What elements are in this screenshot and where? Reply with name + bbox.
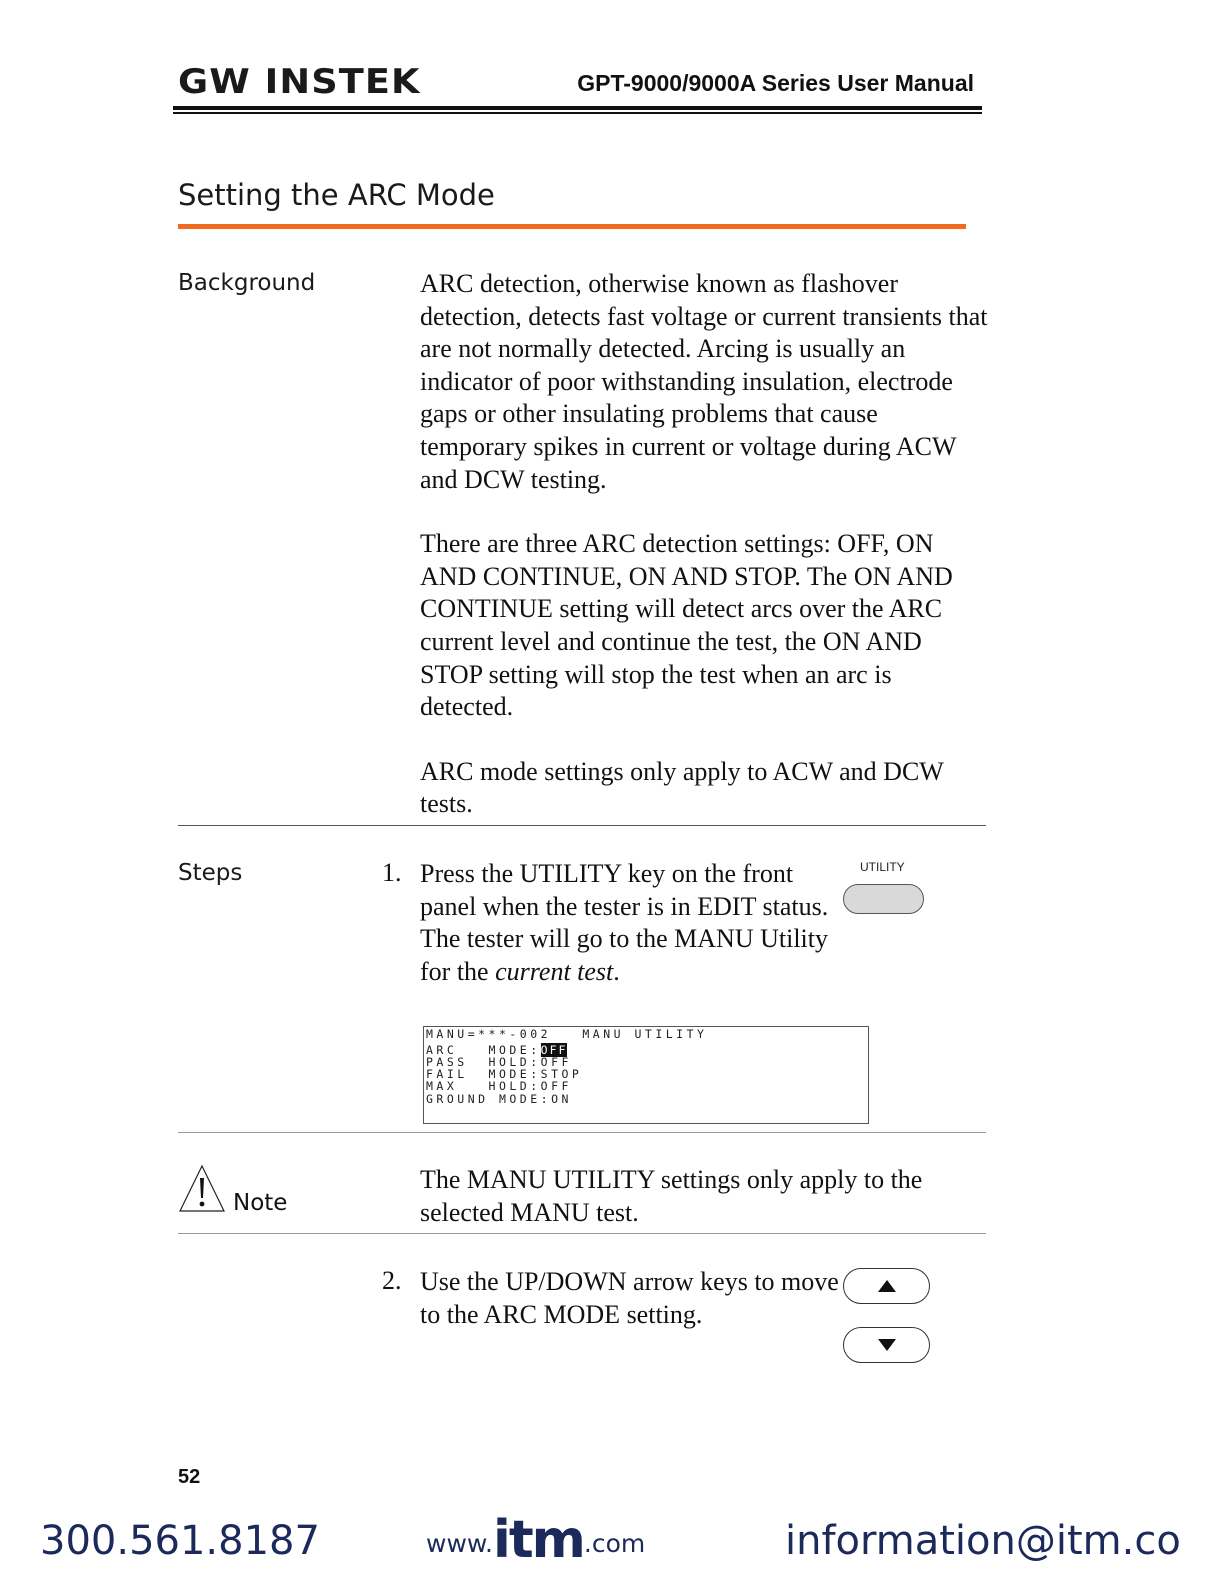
section-title: Setting the ARC Mode xyxy=(178,178,495,212)
lcd-screen xyxy=(423,1026,869,1124)
footer-email[interactable]: information@itm.co xyxy=(785,1518,1181,1564)
step-1-number: 1. xyxy=(382,858,402,887)
up-arrow-key[interactable] xyxy=(843,1268,930,1304)
step-2-number: 2. xyxy=(382,1266,402,1295)
arrow-up-icon xyxy=(878,1280,896,1292)
brand-logo: GW INSTEK xyxy=(178,62,421,102)
footer-phone[interactable]: 300.561.8187 xyxy=(40,1518,320,1564)
document-title: GPT-9000/9000A Series User Manual xyxy=(577,70,974,96)
background-paragraph-2: There are three ARC detection settings: OFF, ON AND CONTINUE, ON AND STOP. The ON AND CONTINUE setting will detect arcs over the ARC current level and continue the test, the ON AND STOP setting will stop the test when an arc is detected. xyxy=(420,529,953,722)
section-title-rule xyxy=(178,224,966,229)
divider xyxy=(178,1233,986,1234)
step-1-text-italic: current test xyxy=(495,956,614,986)
lcd-line-header: MANU=***-002 MANU UTILITY xyxy=(426,1027,708,1041)
background-paragraph-3: ARC mode settings only apply to ACW and DCW tests. xyxy=(420,756,944,819)
utility-key[interactable] xyxy=(843,884,924,914)
lcd-arc-label: ARC MODE: xyxy=(426,1043,541,1057)
step-1-text-end: . xyxy=(613,956,620,986)
background-label: Background xyxy=(178,270,316,296)
background-paragraph-1: ARC detection, otherwise known as flashover detection, detects fast voltage or current transients that are not normally detected. Arcing is usually an indicator of poor withstanding insulation, electrode gaps or other insulating problems that cause temporary spikes in current or voltage during ACW and DCW testing. xyxy=(420,269,988,494)
lcd-line-fail-mode: FAIL MODE:STOP xyxy=(426,1067,583,1081)
footer-site-suffix: .com xyxy=(583,1529,646,1558)
divider xyxy=(178,1132,986,1133)
lcd-line-ground-mode: GROUND MODE:ON xyxy=(426,1092,572,1106)
page-number: 52 xyxy=(178,1466,201,1488)
step-1-text-main: Press the UTILITY key on the front panel when the tester is in EDIT status. The tester will go to the MANU Utility for the xyxy=(420,859,829,986)
note-label: Note xyxy=(233,1190,288,1216)
footer-website[interactable] xyxy=(426,1510,646,1570)
warning-icon xyxy=(178,1164,226,1214)
utility-key-label: UTILITY xyxy=(860,860,905,874)
note-text: The MANU UTILITY settings only apply to the selected MANU test. xyxy=(420,1165,923,1227)
lcd-arc-value: OFF xyxy=(540,1043,568,1057)
steps-label: Steps xyxy=(178,860,243,886)
lcd-line-max-hold: MAX HOLD:OFF xyxy=(426,1079,572,1093)
step-1-text xyxy=(420,858,840,988)
background-text xyxy=(420,268,990,821)
arrow-down-icon xyxy=(878,1339,896,1351)
header-rule-thin xyxy=(173,112,982,114)
divider xyxy=(178,825,986,826)
step-2-text: Use the UP/DOWN arrow keys to move to the ARC MODE setting. xyxy=(420,1267,839,1329)
lcd-line-pass-hold: PASS HOLD:OFF xyxy=(426,1055,572,1069)
footer-site-prefix: www. xyxy=(426,1529,493,1558)
header-rule xyxy=(173,106,982,110)
footer-site-brand: itm xyxy=(493,1510,584,1570)
down-arrow-key[interactable] xyxy=(843,1327,930,1363)
